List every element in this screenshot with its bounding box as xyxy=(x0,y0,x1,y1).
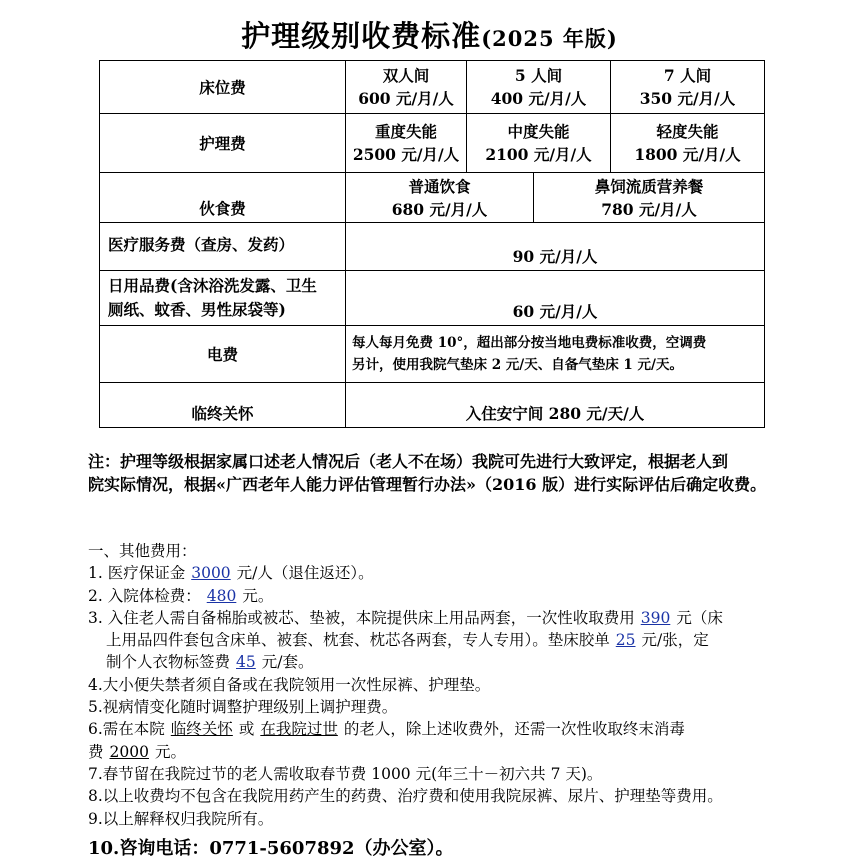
list-item-5: 5.视病情变化随时调整护理级别上调护理费。 xyxy=(88,698,398,717)
list-item-8: 8.以上收费均不包含在我院用药产生的药费、治疗费和使用我院尿裤、尿片、护理垫等费用。 xyxy=(88,787,723,806)
care-label: 护理费 xyxy=(100,114,346,173)
note-paragraph: 注：护理等级根据家属口述老人情况后（老人不在场）我院可先进行大致评定，根据老人到 院实际情况，根据«广西老年人能力评估管理暂行办法»（2016 版）进行实际评估后确定收费。 xyxy=(88,452,767,494)
list-item-3-cont: 上用品四件套包含床单、被套、枕套、枕芯各两套，专人专用）。垫床胶单 25 元/张，定 xyxy=(106,631,709,650)
bedding-amount: 390 xyxy=(640,608,671,627)
page-title xyxy=(0,14,859,55)
daily-label: 日用品费(含沐浴洗发露、卫生 厕纸、蚊香、男性尿袋等) xyxy=(100,271,346,326)
daily-price: 60 元/月/人 xyxy=(346,271,765,326)
title-version: (2025 年版) xyxy=(481,26,618,51)
list-item-2: 2. 入院体检费： 480 元。 xyxy=(88,586,274,605)
list-item-6-cont: 费 2000 元。 xyxy=(88,742,186,761)
food-label: 伙食费 xyxy=(100,173,346,223)
list-item-3-cont2: 制个人衣物标签费 45 元/套。 xyxy=(106,653,314,672)
bed-cell-2: 5 人间 400 元/月/人 xyxy=(467,61,611,114)
disinfection-amount: 2000 xyxy=(109,742,149,761)
deposit-amount: 3000 xyxy=(191,564,231,583)
care-cell-1: 重度失能 2500 元/月/人 xyxy=(346,114,467,173)
fee-table xyxy=(99,60,765,428)
list-item-4: 4.大小便失禁者须自备或在我院领用一次性尿裤、护理垫。 xyxy=(88,675,491,694)
list-item-6: 6.需在本院 临终关怀 或 在我院过世 的老人，除上述收费外，还需一次性收取终末消毒 xyxy=(88,720,685,739)
table-row-bed xyxy=(100,61,765,114)
other-fees-section xyxy=(88,540,788,860)
list-item-9: 9.以上解释权归我院所有。 xyxy=(88,809,274,828)
table-row-care xyxy=(100,114,765,173)
contact-phone: 10.咨询电话：0771-5607892（办公室）。 xyxy=(88,837,454,859)
checkup-amount: 480 xyxy=(206,586,237,605)
electric-label: 电费 xyxy=(100,326,346,383)
bed-label: 床位费 xyxy=(100,61,346,114)
care-cell-2: 中度失能 2100 元/月/人 xyxy=(467,114,611,173)
list-item-3: 3. 入住老人需自备棉胎或被芯、垫被，本院提供床上用品两套，一次性收取费用 390 元（床 xyxy=(88,608,723,627)
list-item-1: 1. 医疗保证金 3000 元/人（退住返还）。 xyxy=(88,564,374,583)
rubber-sheet-amount: 25 xyxy=(615,631,636,650)
other-fees-heading: 一、其他费用： xyxy=(88,542,197,560)
table-row-hospice xyxy=(100,383,765,428)
table-row-electric xyxy=(100,326,765,383)
food-cell-1: 普通饮食 680 元/月/人 xyxy=(346,173,534,223)
hospice-price: 入住安宁间 280 元/天/人 xyxy=(346,383,765,428)
medical-price: 90 元/月/人 xyxy=(346,223,765,271)
bed-cell-1: 双人间 600 元/月/人 xyxy=(346,61,467,114)
hospice-label: 临终关怀 xyxy=(100,383,346,428)
title-main: 护理级别收费标准 xyxy=(241,19,482,53)
electric-desc: 每人每月免费 10°，超出部分按当地电费标准收费，空调费 另计，使用我院气垫床 2 元/天、自备气垫床 1 元/天。 xyxy=(346,326,765,383)
table-row-daily xyxy=(100,271,765,326)
list-item-7: 7.春节留在我院过节的老人需收取春节费 1000 元(年三十－初六共 7 天)。 xyxy=(88,764,603,783)
food-cell-2: 鼻饲流质营养餐 780 元/月/人 xyxy=(534,173,765,223)
label-fee-amount: 45 xyxy=(236,653,256,672)
table-row-medical xyxy=(100,223,765,271)
medical-label: 医疗服务费（查房、发药） xyxy=(100,223,346,271)
bed-cell-3: 7 人间 350 元/月/人 xyxy=(611,61,765,114)
care-cell-3: 轻度失能 1800 元/月/人 xyxy=(611,114,765,173)
table-row-food xyxy=(100,173,765,223)
